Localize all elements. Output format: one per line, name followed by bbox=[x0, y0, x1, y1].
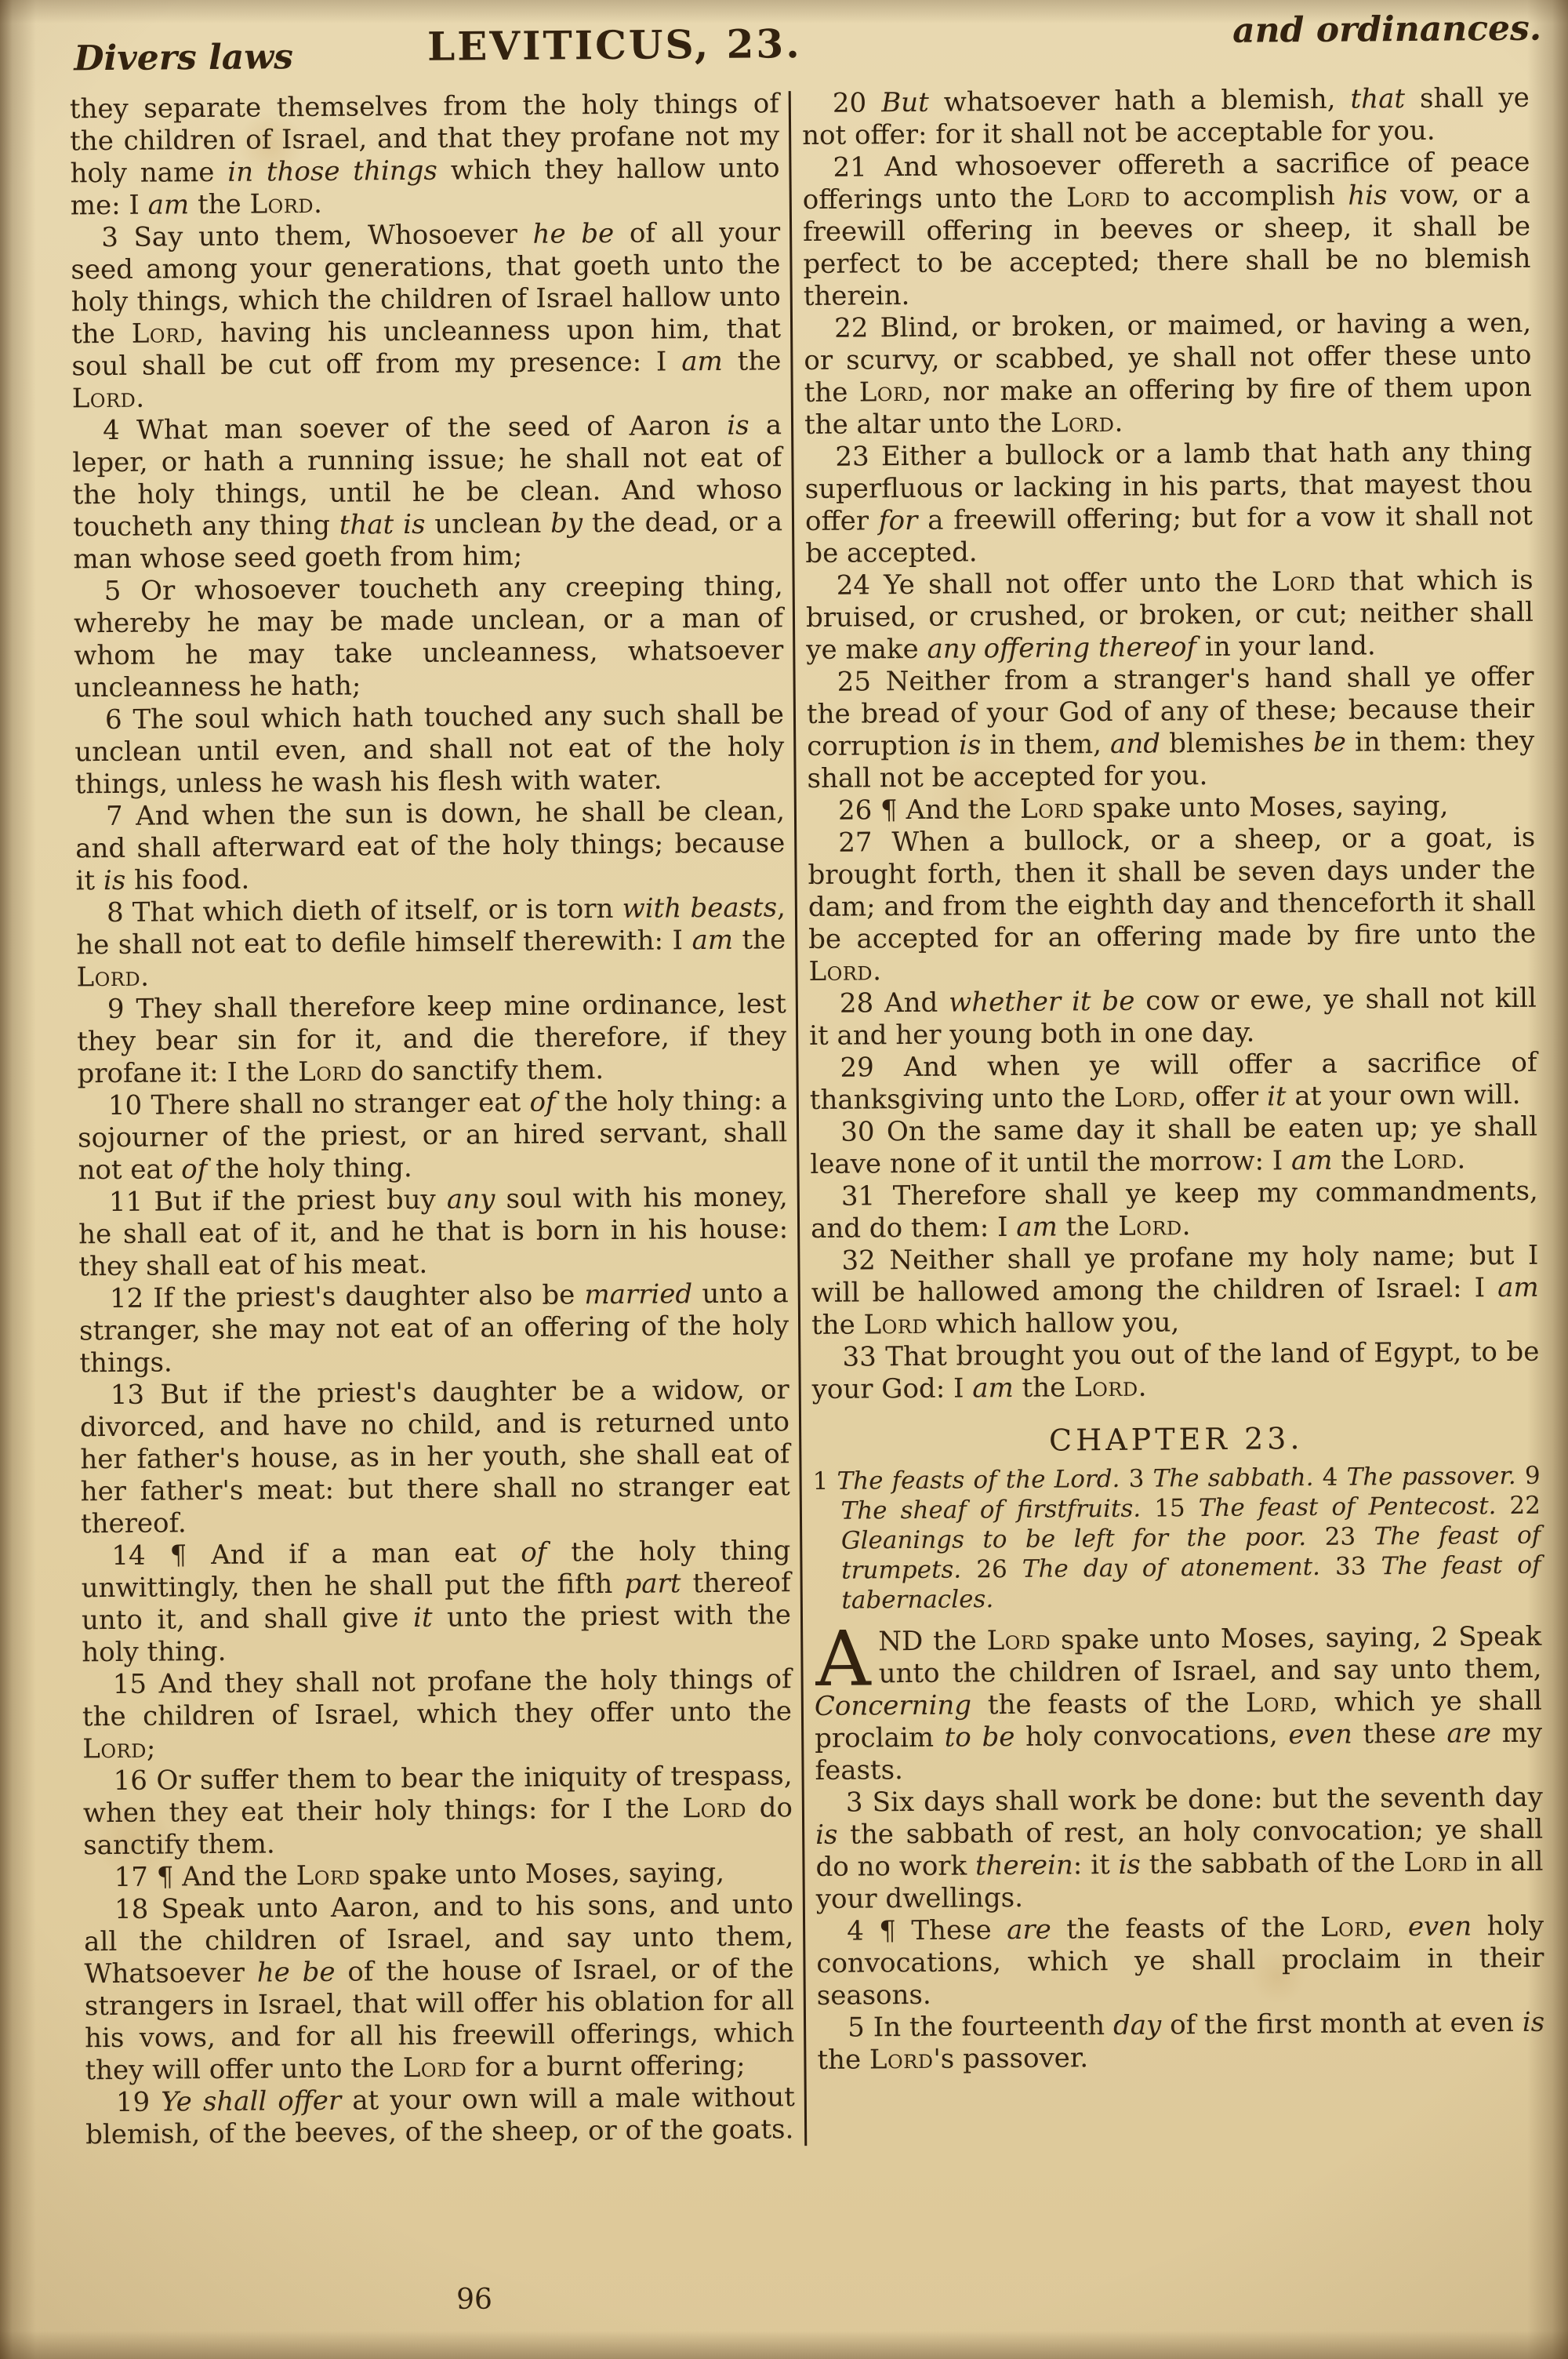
verse-paragraph: 14 ¶ And if a man eat of the holy thing unwittingly, then he shall put the fifth part thereof unto it, and shall give it unto the priest with the holy thing. bbox=[81, 1535, 792, 1669]
verse-paragraph: 29 And when ye will offer a sacrifice of thanksgiving unto the Lord, offer it at your own will. bbox=[809, 1046, 1537, 1117]
verse-paragraph: 27 When a bullock, or a sheep, or a goat, is brought forth, then it shall be seven days under the dam; and from the eighth day and thenceforth it shall be accepted for an offering made by fire unto the Lord. bbox=[808, 821, 1537, 988]
verse-paragraph: 5 In the fourteenth day of the first month at even is the Lord's passover. bbox=[817, 2006, 1545, 2076]
two-column-text bbox=[70, 82, 1560, 2152]
verse-paragraph: 32 Neither shall ye profane my holy name; but I will be hallowed among the children of Israel: I am the Lord which hallow you, bbox=[811, 1239, 1539, 1341]
text-block bbox=[69, 8, 1559, 2152]
verse-paragraph: 18 Speak unto Aaron, and to his sons, and unto all the children of Israel, and say unto them, Whatsoever he be of the house of Israel, or of the strangers in Israel, that will offer his oblation for all his vows, and for all his freewill offerings, which they will offer unto the Lord for a burnt offering; bbox=[84, 1888, 795, 2087]
verse-paragraph: they separate themselves from the holy things of the children of Israel, and that they profane not my holy name in those things which they hallow unto me: I am the Lord. bbox=[69, 88, 780, 222]
verse-paragraph: 23 Either a bullock or a lamb that hath any thing superfluous or lacking in his parts, that mayest thou offer for a freewill offering; but for a vow it shall not be accepted. bbox=[804, 435, 1534, 570]
verse-paragraph: 5 Or whosoever toucheth any creeping thing, whereby he may be made unclean, or a man of whom he may take uncleanness, whatsoever uncleanness he hath; bbox=[73, 570, 784, 704]
verse-paragraph: 3 Six days shall work be done: but the seventh day is the sabbath of rest, an holy convocation; ye shall do no work therein: it is the sabbath of the Lord in all your dwellings. bbox=[815, 1781, 1544, 1915]
verse-paragraph: 13 But if the priest's daughter be a widow, or divorced, and have no child, and is returned unto her father's house, as in her youth, she shall eat of her father's meat: but there shall no stranger eat thereof. bbox=[79, 1374, 790, 1540]
verse-paragraph: 30 On the same day it shall be eaten up; ye shall leave none of it until the morrow: I am the Lord. bbox=[810, 1110, 1538, 1181]
verse-paragraph: 24 Ye shall not offer unto the Lord that which is bruised, or crushed, or broken, or cut; neither shall ye make any offering thereof in your land. bbox=[805, 564, 1534, 667]
right-column bbox=[802, 82, 1546, 2146]
verse-paragraph: 8 That which dieth of itself, or is torn with beasts, he shall not eat to defile himself therewith: I am the Lord. bbox=[76, 892, 786, 994]
dropcap-verse-paragraph: AND the Lord spake unto Moses, saying, 2 Speak unto the children of Israel, and say unto them, Concerning the feasts of the Lord, which ye shall proclaim to be holy convocations, even these are my feasts. bbox=[814, 1614, 1543, 1787]
running-head-right: and ordinances. bbox=[1232, 8, 1542, 51]
verse-paragraph: 6 The soul which hath touched any such shall be unclean until even, and shall not eat of the holy things, unless he wash his flesh with water. bbox=[74, 699, 785, 801]
running-head bbox=[69, 8, 1544, 85]
verse-paragraph: 28 And whether it be cow or ewe, ye shall not kill it and her young both in one day. bbox=[809, 982, 1537, 1052]
verse-paragraph: 4 What man soever of the seed of Aaron is a leper, or hath a running issue; he shall not eat of the holy things, until he be clean. And whoso toucheth any thing that is unclean by the dead, or a man whose seed goeth from him; bbox=[72, 409, 783, 576]
verse-paragraph: 33 That brought you out of the land of Egypt, to be your God: I am the Lord. bbox=[811, 1336, 1540, 1405]
page-number: 96 bbox=[456, 2284, 492, 2316]
verse-paragraph: 16 Or suffer them to bear the iniquity of trespass, when they eat their holy things: for I the Lord do sanctify them. bbox=[82, 1760, 793, 1862]
verse-paragraph: 4 ¶ These are the feasts of the Lord, even holy convocations, which ye shall proclaim in their seasons. bbox=[816, 1910, 1544, 2012]
verse-paragraph: 19 Ye shall offer at your own will a male without blemish, of the beeves, of the sheep, or of the goats. bbox=[85, 2081, 795, 2151]
left-column bbox=[70, 88, 796, 2151]
verse-paragraph: 31 Therefore shall ye keep my commandments, and do them: I am the Lord. bbox=[810, 1175, 1538, 1245]
verse-paragraph: 22 Blind, or broken, or maimed, or having a wen, or scurvy, or scabbed, ye shall not offer these unto the Lord, nor make an offering by fire of them upon the altar unto the Lord. bbox=[804, 307, 1532, 442]
chapter-heading: CHAPTER 23. bbox=[1048, 1421, 1304, 1458]
verse-paragraph: 25 Neither from a stranger's hand shall ye offer the bread of your God of any of these; because their corruption is in them, and blemishes be in them: they shall not be accepted for you. bbox=[806, 660, 1535, 795]
verse-paragraph: 21 And whosoever offereth a sacrifice of peace offerings unto the Lord to accomplish his vow, or a freewill offering in beeves or sheep, it shall be perfect to be accepted; there shall be no blemish therein. bbox=[802, 146, 1531, 313]
verse-paragraph: 15 And they shall not profane the holy things of the children of Israel, which they offer unto the Lord; bbox=[82, 1663, 793, 1765]
verse-paragraph: 9 They shall therefore keep mine ordinance, lest they bear sin for it, and die therefore, if they profane it: I the Lord do sanctify them. bbox=[77, 988, 787, 1090]
verse-paragraph: 3 Say unto them, Whosoever he be of all your seed among your generations, that goeth unto the holy things, which the children of Israel hallow unto the Lord, having his uncleanness upon him, that soul shall be cut off from my presence: I am the Lord. bbox=[71, 216, 782, 415]
verse-paragraph: 20 But whatsoever hath a blemish, that shall ye not offer: for it shall not be acceptable for you. bbox=[801, 82, 1530, 152]
verse-paragraph: 17 ¶ And the Lord spake unto Moses, saying, bbox=[114, 1856, 725, 1894]
verse-paragraph: 11 But if the priest buy any soul with his money, he shall eat of it, and he that is born in his house: they shall eat of his meat. bbox=[78, 1181, 789, 1283]
verse-paragraph: 12 If the priest's daughter also be married unto a stranger, she may not eat of an offering of the holy things. bbox=[78, 1278, 789, 1379]
chapter-summary: 1 The feasts of the Lord. 3 The sabbath. 4 The passover. 9 The sheaf of firstfruits. 15 The feast of Pentecost. 22 Gleanings to be left for the poor. 23 The feast of trumpets. 26 The day of atonement. 33 The feast of tabernacles. bbox=[812, 1461, 1541, 1615]
verse-paragraph: 10 There shall no stranger eat of the holy thing: a sojourner of the priest, or an hired servant, shall not eat of the holy thing. bbox=[78, 1085, 788, 1187]
running-head-left: Divers laws bbox=[74, 37, 294, 79]
page-title: LEVITICUS, 23. bbox=[426, 20, 802, 70]
verse-paragraph: 26 ¶ And the Lord spake unto Moses, saying, bbox=[837, 790, 1449, 827]
drop-cap-letter: A bbox=[815, 1614, 871, 1703]
verse-paragraph: 7 And when the sun is down, he shall be clean, and shall afterward eat of the holy things; because it is his food. bbox=[75, 795, 786, 897]
